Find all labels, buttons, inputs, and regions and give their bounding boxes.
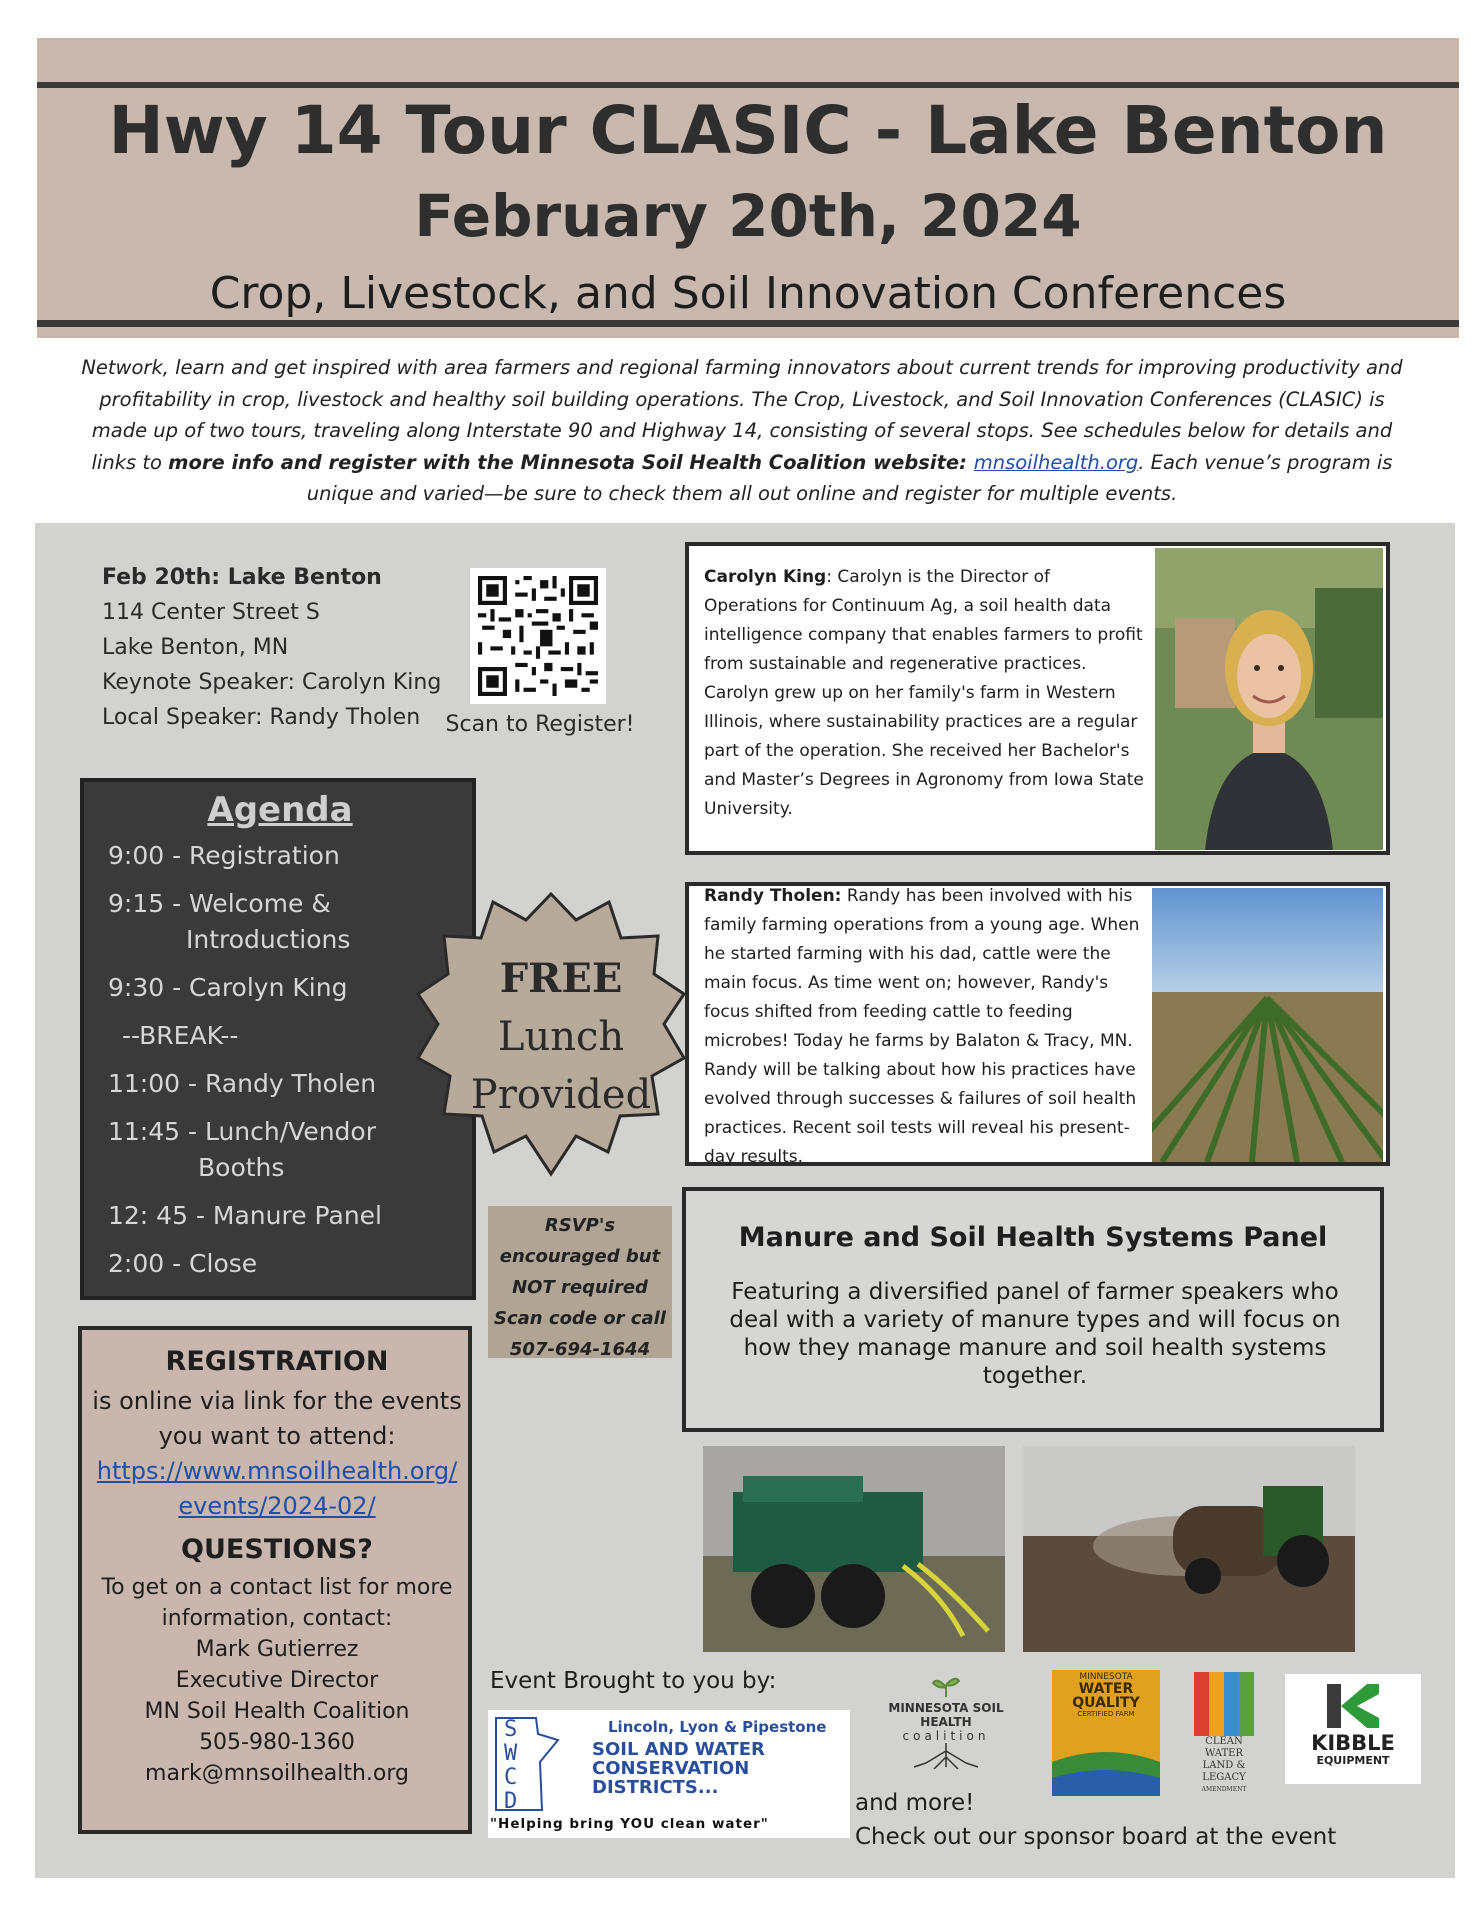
roots-icon xyxy=(906,1743,986,1769)
farm-field-icon xyxy=(1052,1732,1160,1796)
registration-content: REGISTRATION is online via link for the events you want to attend: https://www.mnsoilhealth.org/ events/2024-02/ QUESTIONS? To get on a contact list for more information, contact: Mark Gutierrez Executive Director MN Soil Health Coalition 505-980-1360 mark@mnsoilhealth.org xyxy=(82,1340,472,1789)
event-heading: Feb 20th: Lake Benton xyxy=(102,565,382,590)
sponsor-board-text: Check out our sponsor board at the event xyxy=(855,1824,1337,1850)
agenda-item: 9:15 - Welcome & xyxy=(108,889,331,918)
event-info xyxy=(102,560,441,735)
carolyn-king-photo xyxy=(1155,548,1383,850)
registration-link[interactable]: https://www.mnsoilhealth.org/ xyxy=(96,1457,458,1485)
agenda-item: Introductions xyxy=(186,925,351,954)
contact-email[interactable]: mark@mnsoilhealth.org xyxy=(145,1761,409,1786)
manure-tanker-photo xyxy=(1023,1446,1355,1652)
local-speaker: Local Speaker: Randy Tholen xyxy=(102,705,421,730)
page-subtitle: Crop, Livestock, and Soil Innovation Conferences xyxy=(209,268,1287,319)
rsvp-phone[interactable]: 507-694-1644 xyxy=(509,1339,651,1360)
registration-link[interactable]: events/2024-02/ xyxy=(178,1492,376,1520)
questions-heading: QUESTIONS? xyxy=(181,1534,373,1565)
kibble-equipment-logo: KIBBLE EQUIPMENT xyxy=(1285,1674,1421,1784)
manure-panel-description: Featuring a diversified panel of farmer speakers who deal with a variety of manure types and will focus on how they manage manure and soil health systems together. xyxy=(729,1279,1341,1389)
manure-spreader-photo xyxy=(703,1446,1005,1652)
legacy-amendment-icon xyxy=(1194,1672,1254,1736)
free-lunch-text: FREE Lunch Provided xyxy=(470,955,652,1118)
agenda-item: --BREAK-- xyxy=(122,1021,239,1050)
agenda-item: 12: 45 - Manure Panel xyxy=(108,1201,382,1230)
agenda-item: Booths xyxy=(198,1153,285,1182)
header-rule xyxy=(37,320,1459,327)
registration-heading: REGISTRATION xyxy=(165,1346,389,1377)
agenda-item: 11:45 - Lunch/Vendor xyxy=(108,1117,376,1146)
qr-caption: Scan to Register! xyxy=(445,712,635,737)
event-date: February 20th, 2024 xyxy=(414,182,1082,250)
sprout-icon xyxy=(931,1675,961,1697)
agenda-item: 11:00 - Randy Tholen xyxy=(108,1069,377,1098)
registration-qr-code[interactable] xyxy=(470,568,606,704)
water-quality-certified-logo: MINNESOTA WATER QUALITY CERTIFIED FARM xyxy=(1052,1670,1160,1794)
rsvp-note: RSVP's encouraged but NOT required Scan code or call 507-694-1644 xyxy=(488,1206,672,1358)
crop-field-photo xyxy=(1152,888,1383,1162)
local-speaker-bio-text: Randy Tholen: Randy has been involved with his family farming operations from a young age. When he started farming with his dad, cattle were the main focus. As time went on; however, Randy's focus shifted from feeding cattle to feeding microbes! Today he farms by Balaton & Tracy, MN. Randy will be talking about how his practices have evolved through successes & failures of soil health practices. Recent soil tests will reveal his present-day results. xyxy=(704,886,1140,1167)
qr-code-icon xyxy=(478,576,598,696)
intro-paragraph: Network, learn and get inspired with area farmers and regional farming innovators about current trends for improving productivity and profitability in crop, livestock and healthy soil building operations. The Crop, Livestock, and Soil Innovation Conferences (CLASIC) is made up of two tours, traveling along Interstate 90 and Highway 14, consisting of several stops. See schedules below for details and links to more info and register with the Minnesota Soil Health Coalition website: mnsoilhealth.org. Each venue’s program is unique and varied—be sure to check them all out online and register for multiple events. xyxy=(81,356,1403,505)
contact-name: Mark Gutierrez xyxy=(195,1637,359,1662)
keynote-speaker: Keynote Speaker: Carolyn King xyxy=(102,670,442,695)
manure-panel-title: Manure and Soil Health Systems Panel xyxy=(738,1222,1328,1253)
event-address-line: Lake Benton, MN xyxy=(102,635,289,660)
page-title: Hwy 14 Tour CLASIC - Lake Benton xyxy=(108,92,1388,169)
agenda-item: 9:00 - Registration xyxy=(108,841,340,870)
event-address-line: 114 Center Street S xyxy=(102,600,320,625)
mn-soil-health-coalition-logo: MINNESOTA SOIL HEALTH coalition xyxy=(862,1675,1030,1775)
clean-water-land-legacy-logo: CLEAN WATER LAND & LEGACY AMENDMENT xyxy=(1188,1672,1260,1802)
contact-phone[interactable]: 505-980-1360 xyxy=(199,1730,355,1755)
agenda-item: 9:30 - Carolyn King xyxy=(108,973,348,1002)
swcd-logo: S W C D Lincoln, Lyon & Pipestone SOIL AND WATER CONSERVATION DISTRICTS... "Helping bring YOU clean water" xyxy=(488,1710,850,1838)
and-more-text: and more! xyxy=(855,1790,975,1816)
kibble-k-icon xyxy=(1327,1684,1379,1728)
agenda-item: 2:00 - Close xyxy=(108,1249,258,1278)
mnsoilhealth-link[interactable]: mnsoilhealth.org xyxy=(973,450,1139,474)
header-rule xyxy=(37,82,1459,88)
sponsors-title: Event Brought to you by: xyxy=(490,1668,777,1694)
minnesota-outline-icon xyxy=(492,1714,562,1814)
keynote-bio-text: Carolyn King: Carolyn is the Director of Operations for Continuum Ag, a soil health data intelligence company that enables farmers to profit from sustainable and regenerative practices. Carolyn grew up on her family's farm in Western Illinois, where sustainability practices are a regular part of the operation. She received her Bachelor's and Master’s Degrees in Agronomy from Iowa State University. xyxy=(704,567,1144,819)
agenda-title: Agenda xyxy=(207,790,353,830)
